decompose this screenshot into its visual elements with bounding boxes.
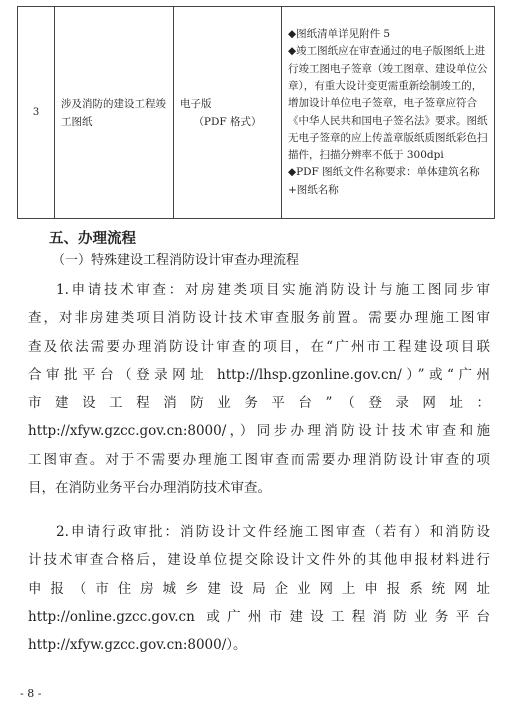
table-row	[18, 7, 495, 219]
text-line: 查，对非房建类项目消防设计技术审查服务前置。需要办理施工图审	[28, 310, 490, 327]
text-line: http://online.gzcc.gov.cn 或广州市建设工程消防业务平台	[28, 608, 490, 625]
requirement-item: ◆PDF 图纸文件名称要求：单体建筑名称+图纸名称	[288, 166, 480, 196]
text-line: 2.申请行政审批：消防设计文件经施工图审查（若有）和消防设	[56, 524, 490, 540]
page-number: - 8 -	[20, 687, 42, 700]
material-name: 涉及消防的建设工程竣工图纸	[55, 7, 174, 219]
text-line: http://xfyw.gzcc.gov.cn:8000/）。	[28, 637, 247, 654]
text-line: 市 建 设 工 程 消 防 业 务 平 台 ” （ 登 录 网 址 ：	[28, 395, 490, 412]
material-format	[174, 7, 282, 219]
format-type: 电子版	[180, 97, 212, 110]
requirement-item: ◆图纸清单详见附件 5	[288, 28, 391, 41]
text-line: 1.申请技术审查：对房建类项目实施消防设计与施工图同步审	[56, 282, 490, 298]
material-requirements	[282, 7, 495, 219]
format-detail: （PDF 格式）	[193, 115, 262, 128]
text-line: 查及依法需要办理消防设计审查的项目，在“广州市工程建设项目联	[28, 338, 490, 355]
subsection-title: （一）特殊建设工程消防设计审查办理流程	[52, 253, 300, 268]
row-number: 3	[18, 7, 55, 219]
text-line: 申 报 （ 市 住 房 城 乡 建 设 局 企 业 网 上 申 报 系 统 网 址	[28, 580, 490, 597]
text-line: 目，在消防业务平台办理消防技术审查。	[28, 480, 271, 497]
text-line: http://xfyw.gzcc.gov.cn:8000/，）同步办理消防设计技术审查和施	[28, 423, 490, 440]
text-line: 合审批平台（登录网址 http://lhsp.gzonline.gov.cn/）”或“广州	[28, 366, 490, 383]
text-line: 计技术审查合格后，建设单位提交除设计文件外的其他申报材料进行	[28, 552, 490, 569]
requirement-item: ◆竣工图纸应在审查通过的电子版图纸上进行竣工图电子签章（竣工图章、建设单位公章），有重大设计变更需重新绘制竣工的，增加设计单位电子签章，电子签章应符合《中华人民共和国电子签名法》要求。图纸无电子签章的应上传盖章版纸质图纸彩色扫描件，扫描分辨率不低于 300dpi	[288, 45, 488, 162]
paragraph-technical-review	[28, 276, 490, 502]
text-line: 工图审查。对于不需要办理施工图审查而需要办理消防设计审查的项	[28, 451, 490, 468]
section-title: 五、办理流程	[49, 231, 136, 247]
requirements-table	[17, 6, 495, 219]
paragraph-administrative-approval	[28, 518, 490, 659]
